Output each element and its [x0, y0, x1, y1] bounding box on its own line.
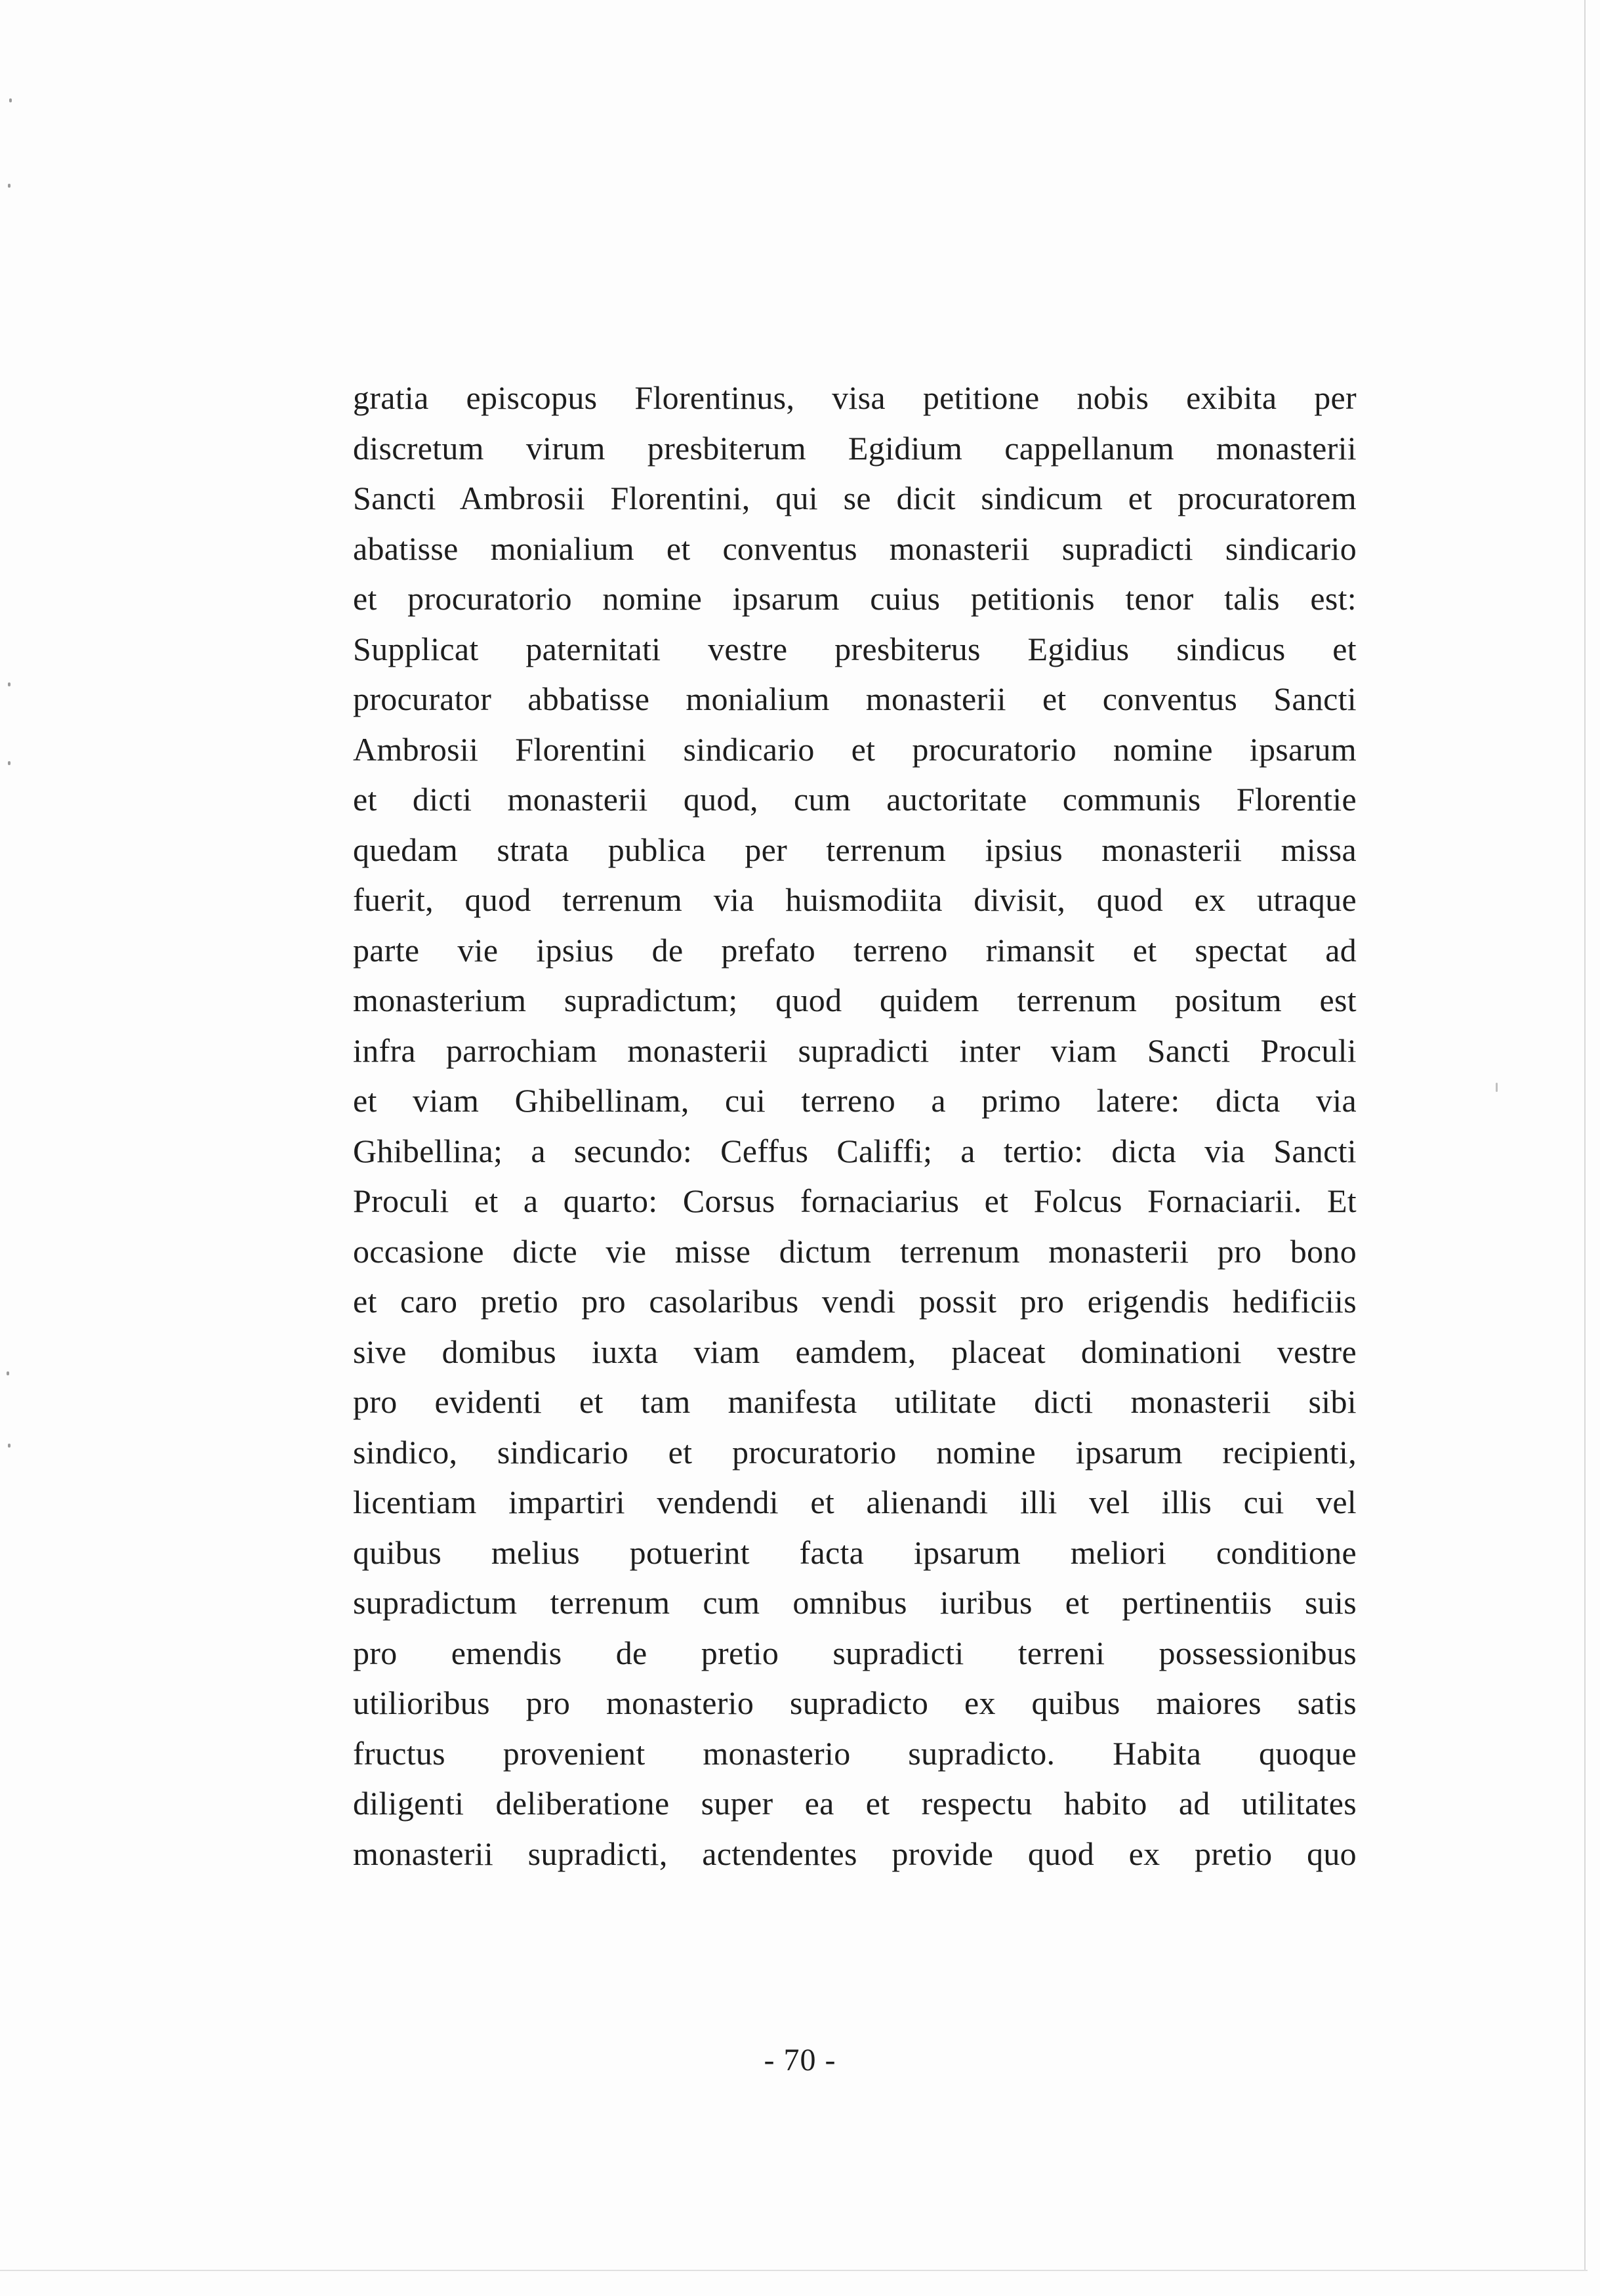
scan-edge-bottom [0, 2270, 1588, 2271]
text-line: Ambrosii Florentini sindicario et procuratorio nomine ipsarum [353, 730, 1357, 768]
scan-speck [8, 761, 10, 765]
text-line: et caro pretio pro casolaribus vendi possit pro erigendis hedificiis [353, 1283, 1357, 1320]
text-line: Ghibellina; a secundo: Ceffus Califfi; a tertio: dicta via Sancti [353, 1132, 1357, 1169]
text-line: occasione dicte vie misse dictum terrenum monasterii pro bono [353, 1232, 1357, 1270]
text-line: utilioribus pro monasterio supradicto ex quibus maiores satis [353, 1684, 1357, 1721]
text-line: et viam Ghibellinam, cui terreno a primo latere: dicta via [353, 1082, 1357, 1119]
text-line: Supplicat paternitati vestre presbiterus Egidius sindicus et [353, 630, 1357, 667]
text-line: Proculi et a quarto: Corsus fornaciarius et Folcus Fornaciarii. Et [353, 1182, 1357, 1219]
scan-speck [1496, 1083, 1498, 1092]
text-line: quibus melius potuerint facta ipsarum meliori conditione [353, 1534, 1357, 1571]
text-line: supradictum terrenum cum omnibus iuribus et pertinentiis suis [353, 1584, 1357, 1621]
text-line: Sancti Ambrosii Florentini, qui se dicit sindicum et procuratorem [353, 480, 1357, 516]
text-line: abatisse monialium et conventus monasterii supradicti sindicario [353, 530, 1357, 567]
text-line: diligenti deliberatione super ea et respectu habito ad utilitates [353, 1785, 1357, 1822]
text-line: et procuratorio nomine ipsarum cuius petitionis tenor talis est: [353, 580, 1357, 617]
text-line: sindico, sindicario et procuratorio nomine ipsarum recipienti, [353, 1433, 1357, 1471]
text-line: procurator abbatisse monialium monasterii et conventus Sancti [353, 680, 1357, 717]
text-line: et dicti monasterii quod, cum auctoritate communis Florentie [353, 781, 1357, 818]
scan-speck [8, 184, 10, 188]
text-line: monasterii supradicti, actendentes provide quod ex pretio quo [353, 1835, 1357, 1872]
text-line: monasterium supradictum; quod quidem terrenum positum est [353, 982, 1357, 1018]
text-line: pro evidenti et tam manifesta utilitate dicti monasterii sibi [353, 1383, 1357, 1420]
text-line: discretum virum presbiterum Egidium cappellanum monasterii [353, 429, 1357, 467]
text-line: quedam strata publica per terrenum ipsius monasterii missa [353, 831, 1357, 868]
scan-speck [8, 682, 10, 686]
text-line: fuerit, quod terrenum via huismodiita divisit, quod ex utraque [353, 881, 1357, 918]
scan-speck [8, 1444, 10, 1448]
scan-edge-right [1584, 0, 1586, 2270]
text-line: parte vie ipsius de prefato terreno rimansit et spectat ad [353, 931, 1357, 969]
scan-speck [9, 98, 12, 102]
scan-speck [7, 1371, 9, 1375]
text-line: sive domibus iuxta viam eamdem, placeat dominationi vestre [353, 1333, 1357, 1370]
page-number: - 70 - [764, 2043, 836, 2077]
text-line: fructus provenient monasterio supradicto. Habita quoque [353, 1734, 1357, 1772]
text-line: licentiam impartiri vendendi et alienandi illi vel illis cui vel [353, 1484, 1357, 1520]
text-line: pro emendis de pretio supradicti terreni possessionibus [353, 1634, 1357, 1671]
document-body [353, 373, 1357, 1879]
text-line: gratia episcopus Florentinus, visa petitione nobis exibita per [353, 379, 1357, 416]
text-line: infra parrochiam monasterii supradicti inter viam Sancti Proculi [353, 1032, 1357, 1069]
